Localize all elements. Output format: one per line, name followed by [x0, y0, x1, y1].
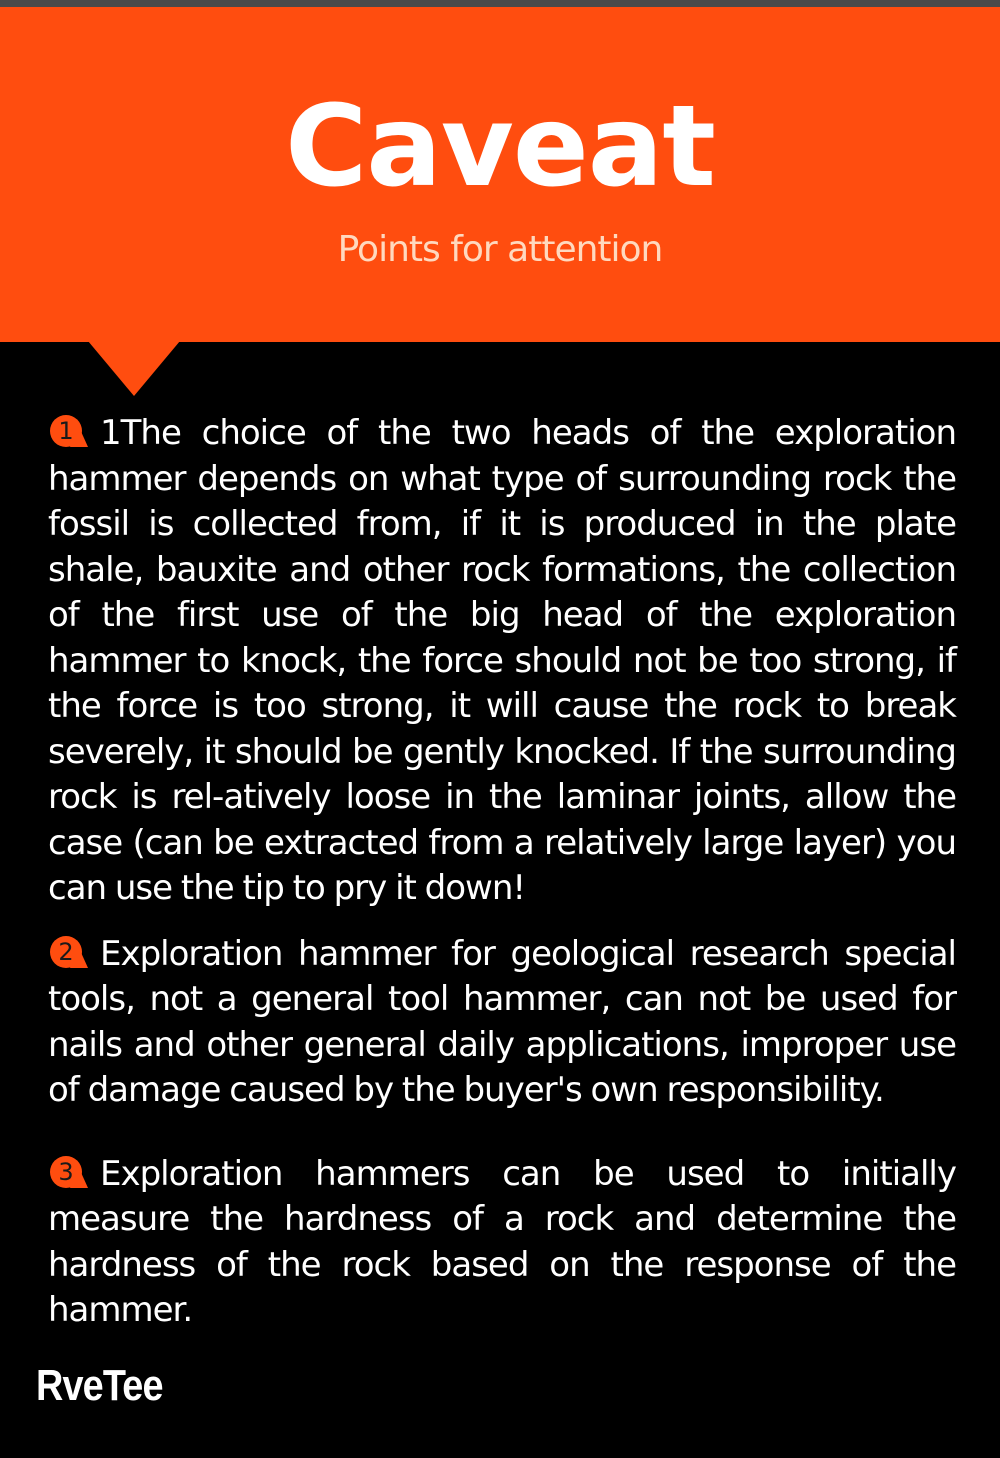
brand-logo-text: RveTee [36, 1361, 163, 1410]
header-banner [0, 7, 1000, 342]
down-pointer-icon [88, 341, 180, 396]
points-list [48, 411, 956, 1334]
page-subtitle: Points for attention [337, 229, 663, 270]
badge-number: 3 [58, 1157, 74, 1186]
point-text: Exploration hammer for geological research special tools, not a general tool hammer, can not be used for nails and other general daily applications, improper use of damage caused by the buyer's own responsibility. [48, 933, 956, 1110]
badge-number: 1 [58, 417, 74, 445]
point-text: Exploration hammers can be used to initially measure the hardness of a rock and determine the hardness of the rock based on the response of the hammer. [48, 1153, 956, 1330]
point-item-1 [48, 411, 956, 912]
top-border-strip [0, 0, 1000, 7]
point-text: 1The choice of the two heads of the exploration hammer depends on what type of surrounding rock the fossil is collected from, if it is produced in the plate shale, bauxite and other rock formations, the collection of the first use of the big head of the exploration hammer to knock, the force should not be too strong, if the force is too strong, it will cause the rock to break severely, it should be gently knocked. If the surrounding rock is rel-atively loose in the laminar joints, allow the case (can be extracted from a relatively large layer) you can use the tip to pry it down! [48, 413, 956, 908]
page-title: Caveat [285, 82, 715, 212]
badge-number: 2 [58, 937, 74, 966]
number-badge-icon [48, 415, 88, 447]
point-item-2 [48, 932, 956, 1114]
point-item-3 [48, 1152, 956, 1334]
number-badge-icon [48, 1156, 88, 1188]
number-badge-icon [48, 936, 88, 968]
